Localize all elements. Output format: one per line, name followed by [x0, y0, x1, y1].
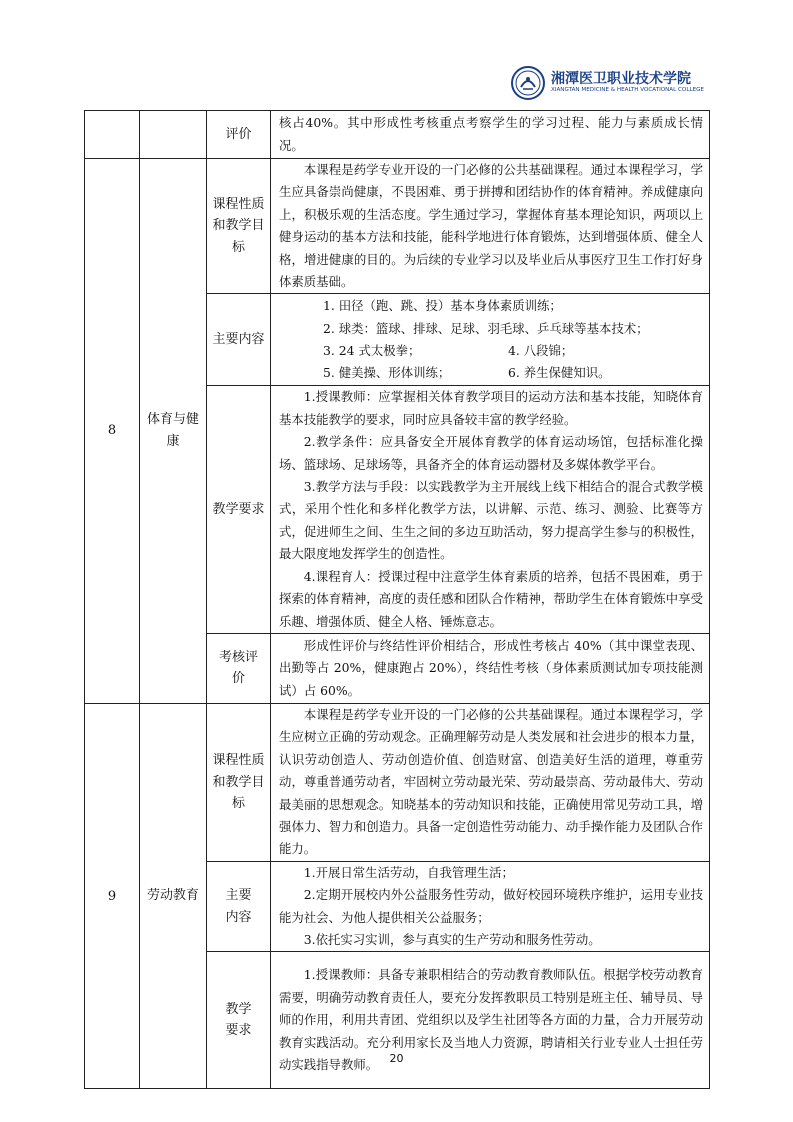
- eval-label: 考核评价: [207, 633, 271, 703]
- list-item: 2. 球类：篮球、排球、足球、羽毛球、乒乓球等基本技术；: [323, 320, 649, 336]
- goal-text: 本课程是药学专业开设的一门必修的公共基础课程。通过本课程学习，学生应具备崇尚健康，不畏困难、勇于拼搏和团结协作的体育精神。养成健康向上，积极乐观的生活态度。学生通过学习，掌握体育基本理论知识，两项以上健身运动的基本方法和技能，能科学地进行体育锻炼，达到增强体质、健全人格，增进健康的目的。为后续的专业学习以及毕业后从事医疗卫生工作打好身体素质基础。: [279, 162, 703, 290]
- course-number: 9: [85, 703, 140, 1088]
- requirement-label: 教学要求: [207, 386, 271, 633]
- course-name: 劳动教育: [140, 703, 207, 1088]
- content-label: 主要内容: [207, 294, 271, 386]
- page-number: 20: [389, 1052, 404, 1065]
- college-name-en: XIANGTAN MEDICINE & HEALTH VOCATIONAL COLLEGE: [551, 87, 704, 93]
- goal-label: 课程性质和教学目标: [207, 703, 271, 861]
- list-item: 1.授课教师：应掌握相关体育教学项目的运动方法和基本技能，知晓体育基本技能教学的要求，同时应具备较丰富的教学经验。: [279, 389, 703, 427]
- list-item: 5. 健美操、形体训练；: [323, 365, 451, 381]
- course-number: 8: [85, 159, 140, 704]
- eval-text: 形成性评价与终结性评价相结合，形成性考核占 40%（其中课堂表现、出勤等占 20%，健康跑占 20%），终结性考核（身体素质测试加专项技能测试）占 60%。: [279, 637, 703, 698]
- requirement-label: 教学要求: [207, 952, 271, 1089]
- list-item: 3.依托实习实训，参与真实的生产劳动和服务性劳动。: [303, 931, 601, 947]
- requirement-text: 1.授课教师：具备专兼职相结合的劳动教育教师队伍。根据学校劳动教育需要，明确劳动教育责任人，要充分发挥教职员工特别是班主任、辅导员、导师的作用，利用共青团、党组织以及学生社团等各方面的力量，合力开展劳动教育实践活动。充分利用家长及当地人力资源，聘请相关行业专业人士担任劳动实践指导教师。: [279, 967, 703, 1072]
- list-item: 2.教学条件：应具备安全开展体育教学的体育运动场馆，包括标准化操场、篮球场、足球场等，具备齐全的体育运动器材及多媒体教学平台。: [279, 434, 703, 472]
- eval-text: 核占40%。其中形成性考核重点考察学生的学习过程、能力与素质成长情况。: [271, 111, 710, 159]
- table-row: [85, 703, 710, 861]
- list-item: 4.课程育人：授课过程中注意学生体育素质的培养，包括不畏困难，勇于探索的体育精神，高度的责任感和团队合作精神，帮助学生在体育锻炼中享受乐趣、增强体质、健全人格、锤炼意志。: [279, 568, 703, 629]
- content-label: 主要内容: [207, 861, 271, 952]
- table-row: [85, 111, 710, 159]
- college-logo: [511, 66, 711, 100]
- eval-label: 评价: [207, 111, 271, 159]
- list-item: 3. 24 式太极拳；: [323, 342, 421, 358]
- table-row: [85, 159, 710, 294]
- list-item: 3.教学方法与手段：以实践教学为主开展线上线下相结合的混合式教学模式，采用个性化和多样化教学方法，以讲解、示范、练习、测验、比赛等方式，促进师生之间、生生之间的多边互助活动，努力提高学生参与的积极性，最大限度地发挥学生的创造性。: [279, 479, 703, 562]
- college-name-cn: 湘潭医卫职业技术学院: [551, 71, 691, 87]
- goal-text: 本课程是药学专业开设的一门必修的公共基础课程。通过本课程学习，学生应树立正确的劳动观念。正确理解劳动是人类发展和社会进步的根本力量，认识劳动创造人、劳动创造价值、创造财富、创造美好生活的道理，尊重劳动，尊重普通劳动者，牢固树立劳动最光荣、劳动最崇高、劳动最伟大、劳动最美丽的思想观念。知晓基本的劳动知识和技能，正确使用常见劳动工具，增强体力、智力和创造力。具备一定创造性劳动能力、动手操作能力及团队合作能力。: [279, 706, 703, 857]
- goal-label: 课程性质和教学目标: [207, 159, 271, 294]
- list-item: 2.定期开展校内外公益服务性劳动，做好校园环境秩序维护，运用专业技能为社会、为他人提供相关公益服务；: [279, 887, 703, 925]
- curriculum-table: [84, 110, 710, 1089]
- list-item: 1.开展日常生活劳动，自我管理生活；: [303, 864, 514, 880]
- list-item: 4. 八段锦；: [508, 342, 574, 358]
- course-name: 体育与健康: [140, 159, 207, 704]
- list-item: 1. 田径（跑、跳、投）基本身体素质训练；: [323, 298, 562, 314]
- list-item: 6. 养生保健知识。: [508, 365, 611, 381]
- college-seal-icon: [511, 66, 545, 100]
